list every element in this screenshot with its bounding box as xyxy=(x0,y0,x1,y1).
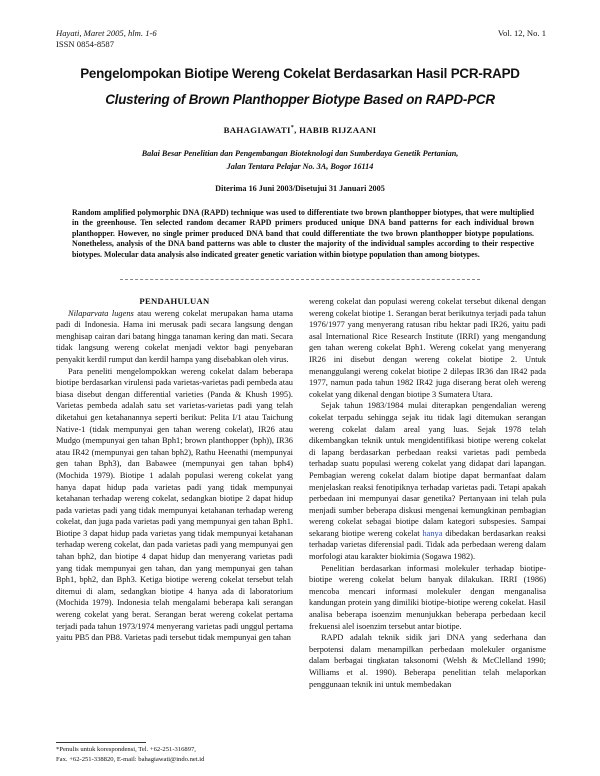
issn: ISSN 0854-8587 xyxy=(56,39,115,49)
corresponding-mark: * xyxy=(290,125,295,132)
paragraph-text: dibedakan berdasarkan reaksi terhadap varietas diferensial padi. Tidak ada perbedaan wereng dalam morfologi atau karakter biokimia (Sogawa 1982). xyxy=(309,528,546,562)
left-column xyxy=(56,296,293,644)
journal-header xyxy=(56,28,157,50)
paragraph: wereng cokelat dan populasi wereng cokelat tersebut dikenal dengan wereng cokelat biotipe 1. Serangan berat berikutnya terjadi pada tahun 1976/1977 yang menyerang ratusan ribu hektar padi IR26, yaitu padi asal International Rice Research Institute (IRRI) yang mengandung gen tahan wereng cokelat Bph1. Wereng cokelat yang menyerang IR26 ini disebut dengan wereng cokelat biotipe 2. Untuk menanggulangi wereng cokelat biotipe 2 dilepas IR36 dan IR42 pada 1977, namun pada tahun 1982 IR42 juga diserang berat oleh wereng cokelat yang dikenal dengan biotipe 3 Sumatera Utara. xyxy=(309,297,546,399)
right-column xyxy=(309,296,546,690)
species-name: Nilaparvata lugens xyxy=(68,308,134,318)
affiliation xyxy=(0,148,600,173)
paragraph: Para peneliti mengelompokkan wereng cokelat dalam beberapa biotipe berdasarkan virulensi pada varietas-varietas padi pembeda atau biasa disebut dengan differential varieties (Panda & Khush 1995). Varietas pembeda adalah satu set varietas-varietas padi yang telah diketahui gen ketahanannya seperti berikut: Pelita I/1 atau Taichung Native-1 (tidak mempunyai gen tahan wereng cokelat), IR26 atau Mudgo (mempunyai gen tahan Bph1; brown planthopper (bph)), IR36 atau IR42 (mempunyai gen tahan bph2), Rathu Heenathi (mempunyai gen tahan Bph3), dan Babawee (mempunyai gen tahan bph4) (Mochida 1979). Biotipe 1 adalah populasi wereng cokelat yang hanya dapat hidup pada varietas padi yang tidak mempunyai ketahanan terhadap wereng cokelat, sedangkan biotipe 2 dapat hidup pada varietas padi yang tidak mempunyai ketahanan terhadap wereng cokelat, dan juga pada varietas padi yang mempunyai gen tahan Bph1. Biotipe 3 dapat hidup pada varietas yang tidak mempunyai ketahanan terhadap wereng cokelat, dan pada varietas padi yang mempunyai gen tahan bph2, dan biotipe 4 dapat hidup dan menyerang varietas padi yang tidak mempunyai gen tahan, dan yang mempunyai gen tahan Bph1, bph2, dan Bph3. Ketiga biotipe wereng cokelat tersebut telah ditemui di alam, sedangkan biotipe 4 hanya ada di laboratorium (Mochida 1979). Indonesia telah mengalami beberapa kali serangan wereng cokelat yang berat. Serangan berat wereng cokelat pertama terjadi pada tahun 1973/1974 menyerang varietas padi unggul pertama yaitu PB5 dan PB8. Varietas padi tersebut tidak mempunyai gen tahan xyxy=(56,366,293,643)
affiliation-line-1: Balai Besar Penelitian dan Pengembangan Bioteknologi dan Sumberdaya Genetik Pertanian, xyxy=(141,149,459,158)
footnote-line-1: *Penulis untuk korespondensi, Tel. +62-251-316897, xyxy=(56,746,196,753)
paragraph xyxy=(56,308,293,366)
paragraph: RAPD adalah teknik sidik jari DNA yang sederhana dan berpotensi dalam menampilkan perbedaan molekuler organisme dalam berbagai tingkatan taksonomi (Welsh & McClelland 1990; Williams et al. 1990). Beberapa penelitian telah melaporkan penggunaan teknik ini untuk membedakan xyxy=(309,633,546,689)
author-separator: , xyxy=(294,125,300,135)
author-1: BAHAGIAWATI xyxy=(223,125,291,135)
volume-number: Vol. 12, No. 1 xyxy=(497,28,546,38)
footnote-divider xyxy=(56,742,146,743)
title-indonesian: Pengelompokan Biotipe Wereng Cokelat Berdasarkan Hasil PCR-RAPD xyxy=(80,66,520,81)
author-2: HABIB RIJZAANI xyxy=(299,125,377,135)
section-heading: PENDAHULUAN xyxy=(139,296,210,306)
title-english: Clustering of Brown Planthopper Biotype Based on RAPD-PCR xyxy=(105,92,495,107)
highlighted-word-link[interactable]: hanya xyxy=(422,528,443,538)
paragraph: Penelitian berdasarkan informasi molekuler terhadap biotipe-biotipe wereng cokelat belum banyak dilakukan. IRRI (1986) mencoba mencari informasi molekuler dengan menganalisa kandungan protein yang dimiliki biotipe-biotipe wereng cokelat. Hasil analisa beberapa isoenzim menunjukkan beberapa perbedaan kecil frekuensi alel isoenzim tersebut antar biotipe. xyxy=(309,563,546,631)
affiliation-line-2: Jalan Tentara Pelajar No. 3A, Bogor 16114 xyxy=(226,161,374,171)
footnote xyxy=(56,745,293,765)
journal-line: Hayati, Maret 2005, hlm. 1-6 xyxy=(56,28,157,38)
paragraph-text: Sejak tahun 1983/1984 mulai diterapkan pengendalian wereng cokelat terpadu sehingga sejak itu tidak lagi ditemukan serangan wereng cokelat dalam areal yang luas. Sejak 1978 telah dikembangkan teknik untuk mengidentifikasi biotipe wereng cokelat di lapang berdasarkan perbedaan reaksi varietas padi pembeda terhadap suatu populasi wereng cokelat yang didapat dari lapangan. Pembagian wereng cokelat dalam biotipe dapat bermanfaat dalam menjelaskan reaksi fenotipiknya terhadap varietas padi. Tetapi apakah perbedaan ini mempunyai dasar genetika? Pertanyaan ini telah pula menjadi sumber beberapa diskusi mengenai kemungkinan pembagian wereng cokelat sebagai biotipe dalam kategori subspesies. Sampai sekarang biotipe wereng cokelat xyxy=(309,401,546,538)
paragraph xyxy=(309,400,546,562)
received-accepted-dates: Diterima 16 Juni 2003/Disetujui 31 Januari 2005 xyxy=(215,184,385,193)
abstract-divider xyxy=(120,279,480,280)
abstract: Random amplified polymorphic DNA (RAPD) technique was used to differentiate two brown planthopper biotypes, that were multiplied in the greenhouse. Ten selected random decamer RAPD primers produced unique DNA band patterns for each individual brown planthopper. However, no single primer produced DNA band that could differentiate the two brown planthopper biotype populations. Nonetheless, analysis of the DNA band patterns was able to cluster the majority of the individual samples according to their respective biotypes. Molecular data analysis also indicated greater genetic variation within biotype population than among biotypes. xyxy=(72,208,534,259)
authors xyxy=(0,125,600,135)
footnote-line-2: Fax. +62-251-338820, E-mail: bahagiawati@indo.net.id xyxy=(56,756,205,763)
paragraph-text: atau wereng cokelat merupakan hama utama padi di Indonesia. Hama ini merusak padi secara langsung dengan menghisap cairan dari batang hingga tanaman kering dan mati. Secara tidak langsung wereng cokelat menjadi vektor bagi penyebaran penyakit kerdil rumput dan kerdil hampa yang disebabkan oleh virus. xyxy=(56,308,293,364)
